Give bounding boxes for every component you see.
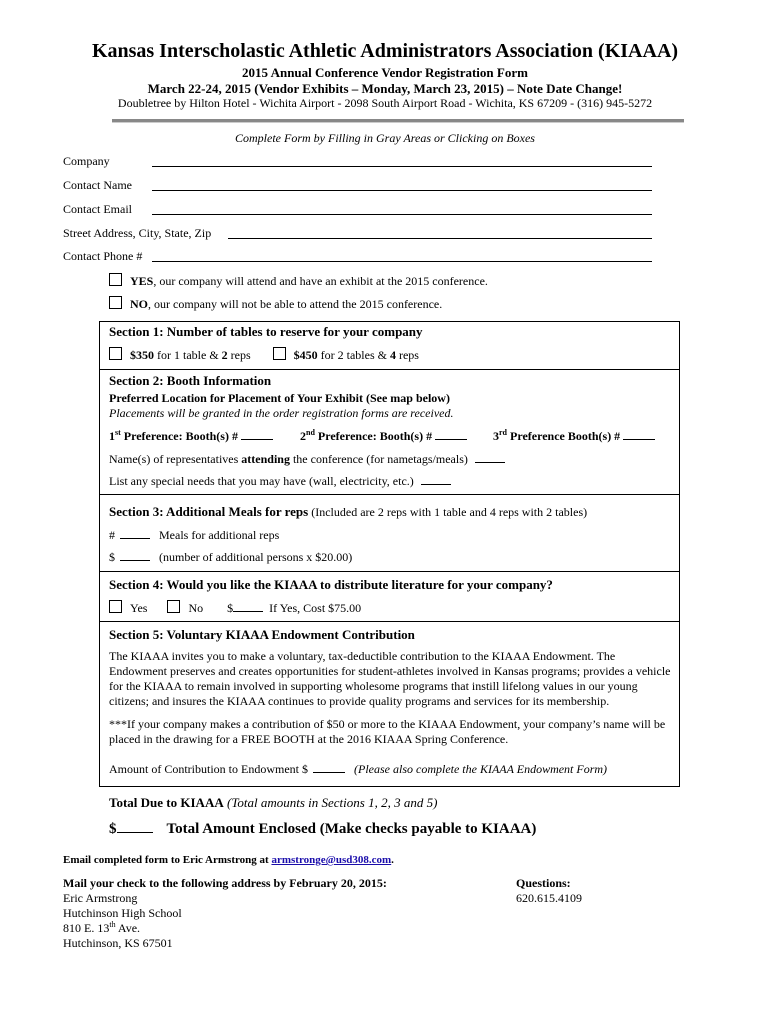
- pref2-num: 2: [300, 429, 306, 443]
- attend-yes-text: , our company will attend and have an exhibit at the 2015 conference.: [153, 274, 488, 288]
- opt1-price: $350: [130, 348, 154, 362]
- meal-cost-prefix: $: [109, 550, 115, 564]
- pref1-sup: st: [115, 428, 121, 437]
- contact-email-label: Contact Email: [63, 202, 132, 216]
- placement-note: Placements will be granted in the order registration forms are received.: [109, 406, 454, 420]
- literature-no-label: No: [188, 601, 204, 615]
- mail-city: Hutchinson, KS 67501: [63, 936, 173, 950]
- questions-heading: Questions:: [516, 876, 571, 890]
- page-title: Kansas Interscholastic Athletic Administrators Association (KIAAA): [91, 40, 679, 62]
- contact-name-field[interactable]: [152, 190, 652, 191]
- meals-field[interactable]: [120, 527, 150, 539]
- pref3-text: Preference Booth(s) #: [507, 429, 621, 443]
- pref-heading: Preferred Location for Placement of Your Exhibit (See map below): [109, 391, 450, 405]
- mail-name: Eric Armstrong: [63, 891, 138, 905]
- pref1-field[interactable]: [241, 428, 273, 440]
- meals-prefix: #: [109, 528, 115, 542]
- instructions: Complete Form by Filling in Gray Areas or Clicking on Boxes: [235, 131, 535, 145]
- opt2-text-b: reps: [395, 348, 419, 362]
- section1-title: Section 1: Number of tables to reserve for your company: [109, 324, 423, 339]
- reps-field[interactable]: [475, 451, 505, 463]
- total-enclosed-row: [109, 819, 536, 838]
- company-field[interactable]: [152, 166, 652, 167]
- email-suffix: .: [391, 854, 394, 866]
- pref2-text: Preference: Booth(s) #: [314, 429, 433, 443]
- total-due-note: (Total amounts in Sections 1, 2, 3 and 5): [223, 795, 438, 810]
- section3-title-row: [109, 504, 587, 520]
- opt2-text: for 2 tables &: [317, 348, 390, 362]
- mail-block: [63, 876, 387, 951]
- tables-450-checkbox[interactable]: [273, 347, 286, 360]
- pref3-num: 3: [493, 429, 499, 443]
- email-row: [63, 854, 394, 866]
- phone-field[interactable]: [152, 261, 652, 262]
- literature-no-checkbox[interactable]: [167, 600, 180, 613]
- mail-street-b: Ave.: [115, 921, 141, 935]
- total-enclosed-text: Total Amount Enclosed (Make checks payable to KIAAA): [166, 821, 537, 837]
- venue-line: Doubletree by Hilton Hotel - Wichita Airport - 2098 South Airport Road - Wichita, KS 67209 - (316) 945-5272: [117, 96, 653, 110]
- questions-phone: 620.615.4109: [516, 891, 582, 905]
- attend-no-label: NO: [130, 297, 148, 311]
- pref2-field[interactable]: [435, 428, 467, 440]
- opt1-text-b: reps: [227, 348, 251, 362]
- attend-yes-checkbox[interactable]: [109, 273, 122, 286]
- literature-cost-text: If Yes, Cost $75.00: [269, 601, 362, 615]
- literature-yes-label: Yes: [130, 601, 148, 615]
- mail-school: Hutchinson High School: [63, 906, 182, 920]
- email-link[interactable]: armstronge@usd308.com: [271, 854, 392, 866]
- pref2-row: [300, 428, 467, 444]
- total-due-row: [109, 795, 437, 811]
- pref2-sup: nd: [306, 428, 315, 437]
- special-needs-field[interactable]: [421, 473, 451, 485]
- mail-street: [63, 921, 387, 936]
- attend-yes-row: [109, 273, 488, 289]
- free-booth-paragraph: ***If your company makes a contribution of $50 or more to the KIAAA Endowment, your company’s name will be placed in the drawing for a FREE BOOTH at the 2016 KIAAA Spring Conference.: [109, 717, 666, 746]
- section3-note: (Included are 2 reps with 1 table and 4 reps with 2 tables): [308, 505, 588, 519]
- opt2-price: $450: [293, 348, 318, 362]
- special-needs-row: [109, 473, 451, 489]
- attend-no-text: , our company will not be able to attend the 2015 conference.: [148, 297, 443, 311]
- total-enclosed-field[interactable]: [117, 819, 153, 833]
- pref1-num: 1: [109, 429, 115, 443]
- section-divider: [99, 369, 680, 370]
- meals-text: Meals for additional reps: [159, 528, 280, 542]
- email-prefix: Email completed form to Eric Armstrong at: [63, 854, 272, 866]
- company-label: Company: [63, 154, 110, 168]
- reps-text-b: attending: [241, 452, 290, 466]
- contribution-label: Amount of Contribution to Endowment $: [109, 762, 308, 776]
- special-needs-text: List any special needs that you may have (wall, electricity, etc.): [109, 474, 414, 488]
- literature-cost-field[interactable]: [233, 600, 263, 612]
- form-subtitle: 2015 Annual Conference Vendor Registration Form: [242, 65, 528, 80]
- contribution-note: (Please also complete the KIAAA Endowment Form): [354, 762, 608, 776]
- section-divider: [99, 621, 680, 622]
- mail-street-a: 810 E. 13: [63, 921, 110, 935]
- reps-row: [109, 451, 505, 467]
- opt2-reps: 4: [389, 348, 396, 362]
- pref1-text: Preference: Booth(s) #: [120, 429, 238, 443]
- phone-label: Contact Phone #: [63, 249, 143, 263]
- contribution-row: [109, 761, 607, 777]
- meals-row: [109, 527, 279, 543]
- questions-block: [516, 876, 582, 906]
- tables-350-checkbox[interactable]: [109, 347, 122, 360]
- street-field[interactable]: [228, 238, 652, 239]
- mail-heading: Mail your check to the following address by February 20, 2015:: [63, 876, 387, 890]
- attend-yes-label: YES: [130, 274, 154, 288]
- opt1-reps: 2: [221, 348, 228, 362]
- section-divider: [99, 494, 680, 495]
- literature-row: [109, 600, 361, 616]
- total-enclosed-dollar: $: [109, 821, 117, 837]
- pref3-sup: rd: [499, 428, 507, 437]
- total-due-label: Total Due to KIAAA: [109, 795, 224, 810]
- pref3-field[interactable]: [623, 428, 655, 440]
- meal-cost-text: (number of additional persons x $20.00): [159, 550, 353, 564]
- literature-yes-checkbox[interactable]: [109, 600, 122, 613]
- section2-title: Section 2: Booth Information: [109, 373, 272, 388]
- section1-options: [109, 347, 419, 363]
- attend-no-checkbox[interactable]: [109, 296, 122, 309]
- pref3-row: [493, 428, 655, 444]
- contribution-field[interactable]: [313, 761, 345, 773]
- contact-email-field[interactable]: [152, 214, 652, 215]
- section3-title: Section 3: Additional Meals for reps: [109, 504, 309, 519]
- meal-cost-row: [109, 549, 352, 565]
- literature-dollar: $: [227, 601, 234, 615]
- opt1-text: for 1 table &: [154, 348, 222, 362]
- section-divider: [99, 571, 680, 572]
- reps-text-a: Name(s) of representatives: [109, 452, 242, 466]
- reps-text-c: the conference (for nametags/meals): [289, 452, 468, 466]
- endowment-paragraph: The KIAAA invites you to make a voluntary, tax-deductible contribution to the KIAAA Endowment. The Endowment preserves and creates opportunities for student-athletes involved in Kansas programs; provides a vehicle for the KIAAA to remain involved in supporting wholesome programs that instill lifelong values in our young citizens; and insures the KIAAA continues to provide quality programs and services for its membership.: [109, 649, 671, 708]
- meal-cost-field[interactable]: [120, 549, 150, 561]
- section5-title: Section 5: Voluntary KIAAA Endowment Contribution: [109, 627, 415, 642]
- contact-name-label: Contact Name: [63, 178, 132, 192]
- conference-dates: March 22-24, 2015 (Vendor Exhibits – Monday, March 23, 2015) – Note Date Change!: [147, 81, 623, 96]
- header-divider: [112, 119, 684, 123]
- mail-street-sup: th: [109, 920, 116, 929]
- attend-no-row: [109, 296, 442, 312]
- section4-title: Section 4: Would you like the KIAAA to distribute literature for your company?: [109, 577, 553, 592]
- pref1-row: [109, 428, 273, 444]
- street-label: Street Address, City, State, Zip: [63, 226, 212, 240]
